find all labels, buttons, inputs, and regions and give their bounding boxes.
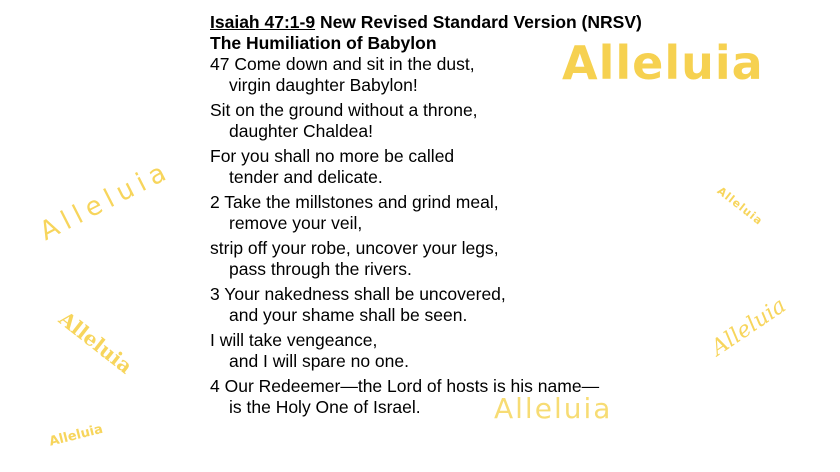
verse-line: 4 Our Redeemer—the Lord of hosts is his name— <box>210 376 600 396</box>
verse-line: and your shame shall be seen. <box>229 305 468 325</box>
verse-lines <box>210 54 642 418</box>
verse-line: daughter Chaldea! <box>229 121 373 141</box>
watermark-alleluia-small-right: Alleluia <box>714 184 766 228</box>
verse-line: For you shall no more be called <box>210 146 455 166</box>
verse-line: is the Holy One of Israel. <box>229 397 421 417</box>
watermark-alleluia-bottom-left: Alleluia <box>47 421 105 450</box>
verse-line: tender and delicate. <box>229 167 383 187</box>
scripture-passage <box>210 12 642 425</box>
section-title: The Humiliation of Babylon <box>210 33 437 53</box>
watermark-alleluia-left-diagonal: Alleluia <box>54 306 138 379</box>
verse-line: 3 Your nakedness shall be uncovered, <box>210 284 506 304</box>
passage-version: New Revised Standard Version (NRSV) <box>319 12 642 32</box>
verse-line: 2 Take the millstones and grind meal, <box>210 192 499 212</box>
watermark-alleluia-left: Alleluia <box>35 155 177 247</box>
verse-line: I will take vengeance, <box>210 330 378 350</box>
watermark-alleluia-right-script: Alleluia <box>706 293 791 362</box>
verse-line: remove your veil, <box>229 213 363 233</box>
verse-line: pass through the rivers. <box>229 259 412 279</box>
verse-line: strip off your robe, uncover your legs, <box>210 238 499 258</box>
passage-header <box>210 12 642 33</box>
verse-line: Sit on the ground without a throne, <box>210 100 478 120</box>
watermark-alleluia-large: Alleluia <box>562 36 764 90</box>
verse-line: and I will spare no one. <box>229 351 409 371</box>
verse-line: virgin daughter Babylon! <box>229 75 418 95</box>
passage-reference-link[interactable]: Isaiah 47:1-9 <box>210 12 316 32</box>
verse-line: 47 Come down and sit in the dust, <box>210 54 475 74</box>
watermark-alleluia-center: Alleluia <box>494 392 613 425</box>
